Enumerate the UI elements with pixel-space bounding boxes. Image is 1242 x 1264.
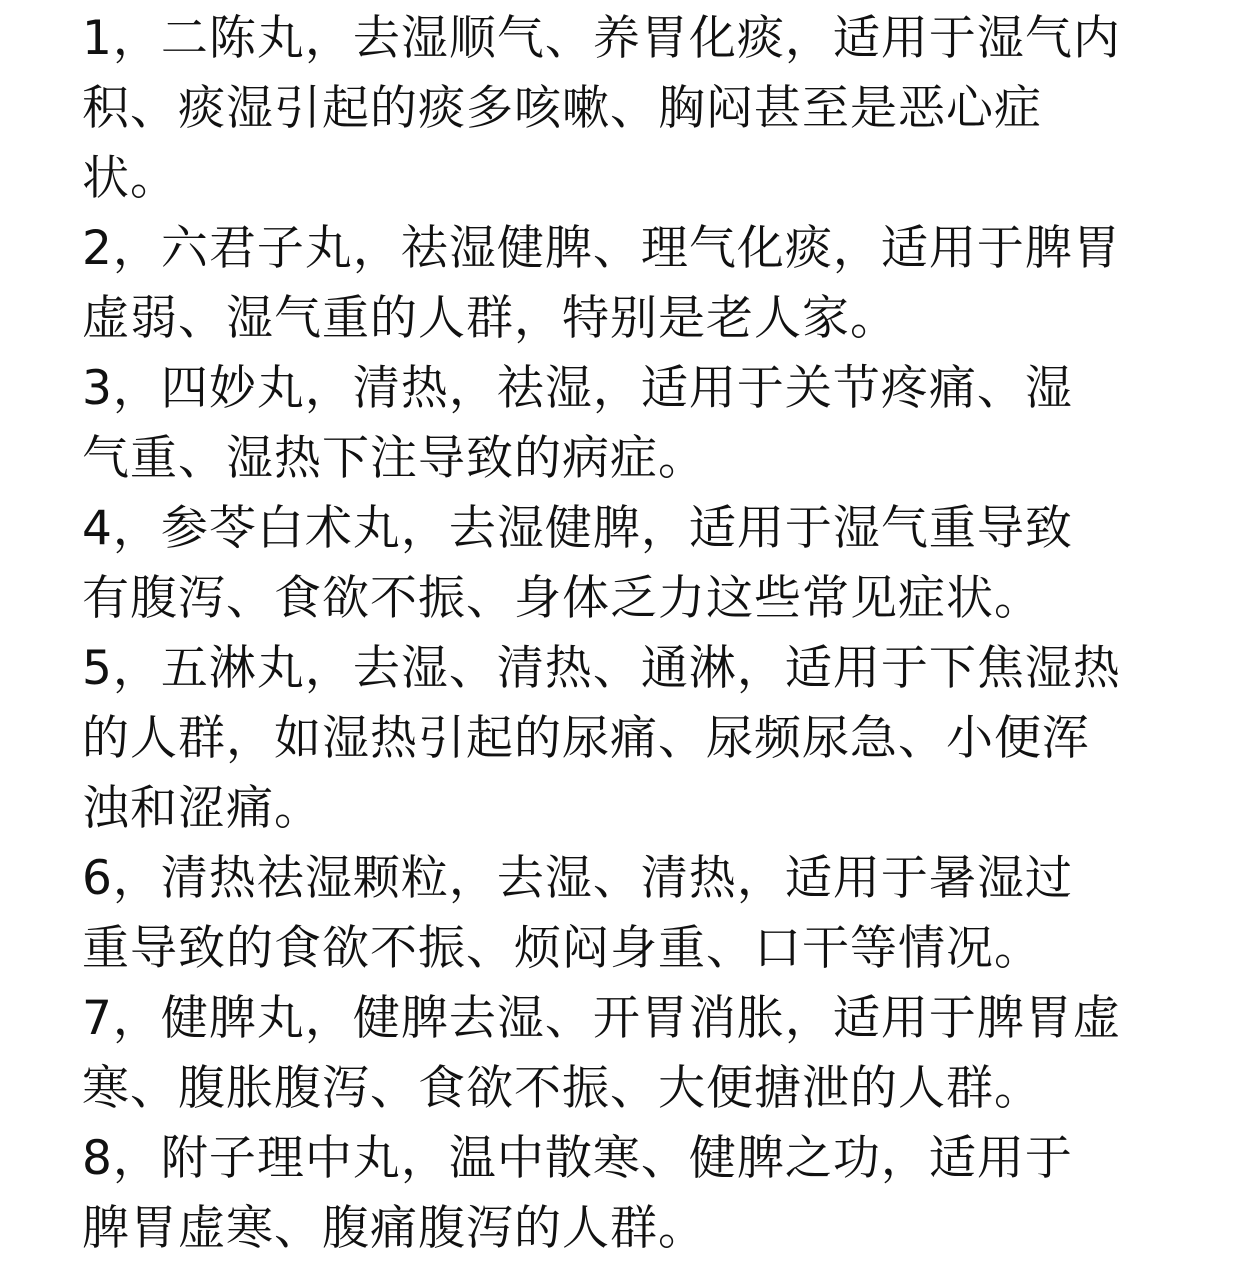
article-body [82,4,1162,1264]
text-line: 有腹泻、食欲不振、身体乏力这些常见症状。 [82,571,1042,626]
text-line: 7，健脾丸，健脾去湿、开胃消胀，适用于脾胃虚 [82,991,1121,1046]
text-line: 4，参苓白术丸，去湿健脾，适用于湿气重导致 [82,501,1073,556]
list-item-2 [82,214,1162,354]
list-item-8 [82,1124,1162,1264]
list-item-4 [82,494,1162,634]
text-line: 8，附子理中丸，温中散寒、健脾之功，适用于 [82,1131,1073,1186]
text-line: 1，二陈丸，去湿顺气、养胃化痰，适用于湿气内 [82,11,1121,66]
text-line: 脾胃虚寒、腹痛腹泻的人群。 [82,1201,706,1256]
text-line: 5，五淋丸，去湿、清热、通淋，适用于下焦湿热 [82,641,1121,696]
text-line: 寒、腹胀腹泻、食欲不振、大便搪泄的人群。 [82,1061,1042,1116]
list-item-1 [82,4,1162,214]
text-line: 重导致的食欲不振、烦闷身重、口干等情况。 [82,921,1042,976]
list-item-7 [82,984,1162,1124]
list-item-3 [82,354,1162,494]
text-line: 3，四妙丸，清热，祛湿，适用于关节疼痛、湿 [82,361,1073,416]
text-line: 浊和涩痛。 [82,781,322,836]
list-item-5 [82,634,1162,844]
text-line: 积、痰湿引起的痰多咳嗽、胸闷甚至是恶心症 [82,81,1042,136]
text-line: 虚弱、湿气重的人群，特别是老人家。 [82,291,898,346]
list-item-6 [82,844,1162,984]
text-line: 气重、湿热下注导致的病症。 [82,431,706,486]
text-line: 2，六君子丸，祛湿健脾、理气化痰，适用于脾胃 [82,221,1121,276]
text-line: 状。 [82,151,178,206]
text-line: 的人群，如湿热引起的尿痛、尿频尿急、小便浑 [82,711,1090,766]
text-line: 6，清热祛湿颗粒，去湿、清热，适用于暑湿过 [82,851,1073,906]
